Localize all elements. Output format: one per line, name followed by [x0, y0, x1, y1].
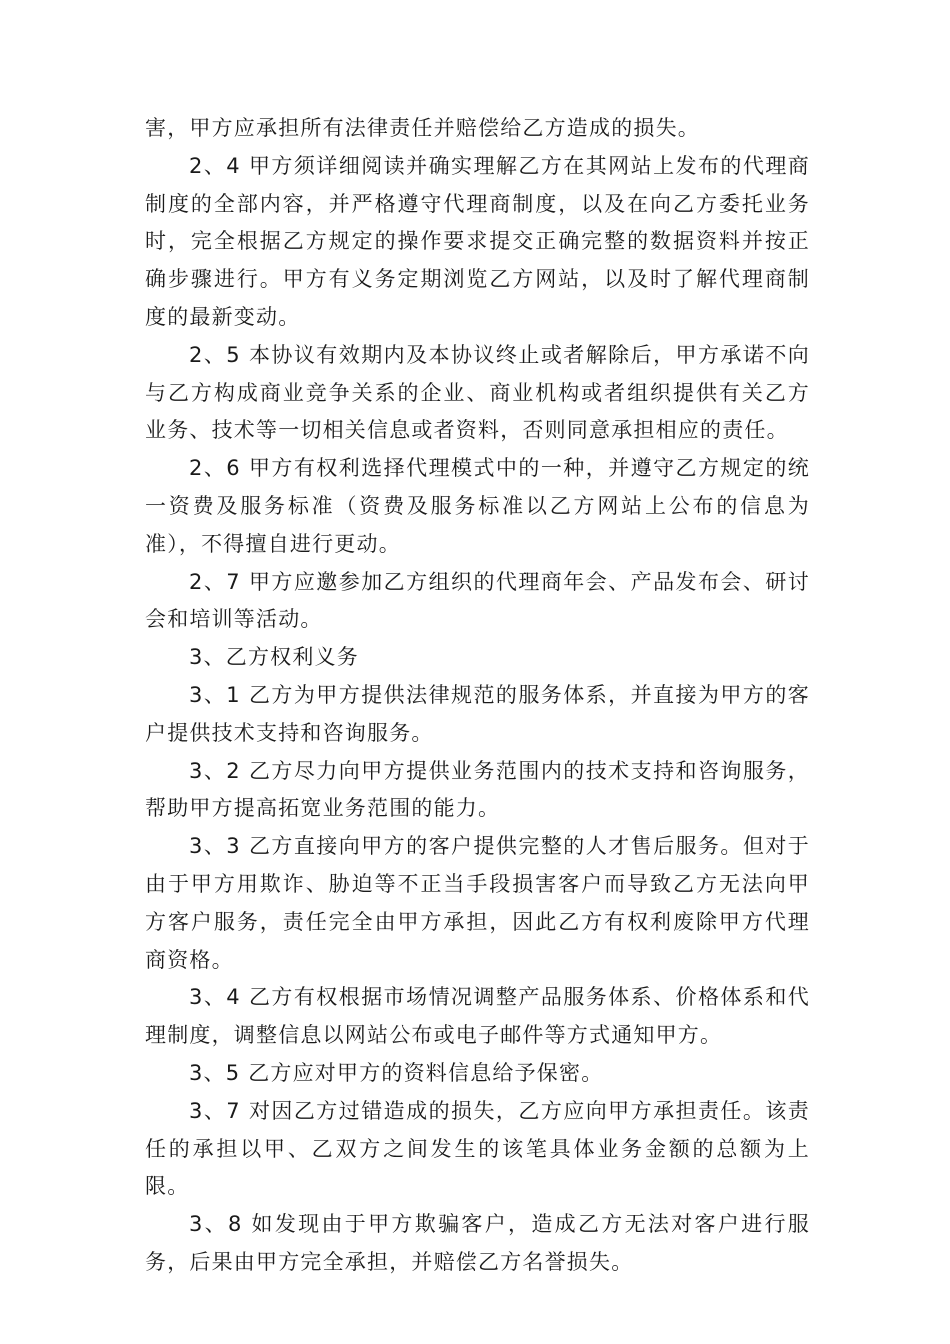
clause-3-3: 3、3 乙方直接向甲方的客户提供完整的人才售后服务。但对于由于甲方用欺诈、胁迫等不正当手段损害客户而导致乙方无法向甲方客户服务，责任完全由甲方承担，因此乙方有权利废除甲方代理商资格。 [145, 834, 810, 972]
clause-3-2: 3、2 乙方尽力向甲方提供业务范围内的技术支持和咨询服务，帮助甲方提高拓宽业务范围的能力。 [145, 758, 810, 821]
clause-3-8: 3、8 如发现由于甲方欺骗客户，造成乙方无法对客户进行服务，后果由甲方完全承担，并赔偿乙方名誉损失。 [145, 1212, 810, 1274]
clause-3-1: 3、1 乙方为甲方提供法律规范的服务体系，并直接为甲方的客户提供技术支持和咨询服务。 [145, 682, 810, 745]
clause-2-6: 2、6 甲方有权利选择代理模式中的一种，并遵守乙方规定的统一资费及服务标准（资费及服务标准以乙方网站上公布的信息为准），不得擅自进行更动。 [145, 456, 810, 556]
section-heading-3: 3、乙方权利义务 [189, 645, 359, 670]
clause-2-5: 2、5 本协议有效期内及本协议终止或者解除后，甲方承诺不向与乙方构成商业竞争关系的企业、商业机构或者组织提供有关乙方业务、技术等一切相关信息或者资料，否则同意承担相应的责任。 [145, 342, 810, 443]
document-page [145, 110, 810, 1282]
clause-3-4: 3、4 乙方有权根据市场情况调整产品服务体系、价格体系和代理制度，调整信息以网站公布或电子邮件等方式通知甲方。 [145, 985, 810, 1048]
clause-3-5: 3、5 乙方应对甲方的资料信息给予保密。 [189, 1060, 604, 1085]
clause-2-7: 2、7 甲方应邀参加乙方组织的代理商年会、产品发布会、研讨会和培训等活动。 [145, 569, 810, 632]
paragraph-continuation: 害，甲方应承担所有法律责任并赔偿给乙方造成的损失。 [145, 116, 700, 140]
clause-2-4: 2、4 甲方须详细阅读并确实理解乙方在其网站上发布的代理商制度的全部内容，并严格遵守代理商制度，以及在向乙方委托业务时，完全根据乙方规定的操作要求提交正确完整的数据资料并按正确步骤进行。甲方有义务定期浏览乙方网站，以及时了解代理商制度的最新变动。 [145, 153, 810, 329]
clause-3-7: 3、7 对因乙方过错造成的损失，乙方应向甲方承担责任。该责任的承担以甲、乙双方之间发生的该笔具体业务金额的总额为上限。 [145, 1098, 810, 1199]
